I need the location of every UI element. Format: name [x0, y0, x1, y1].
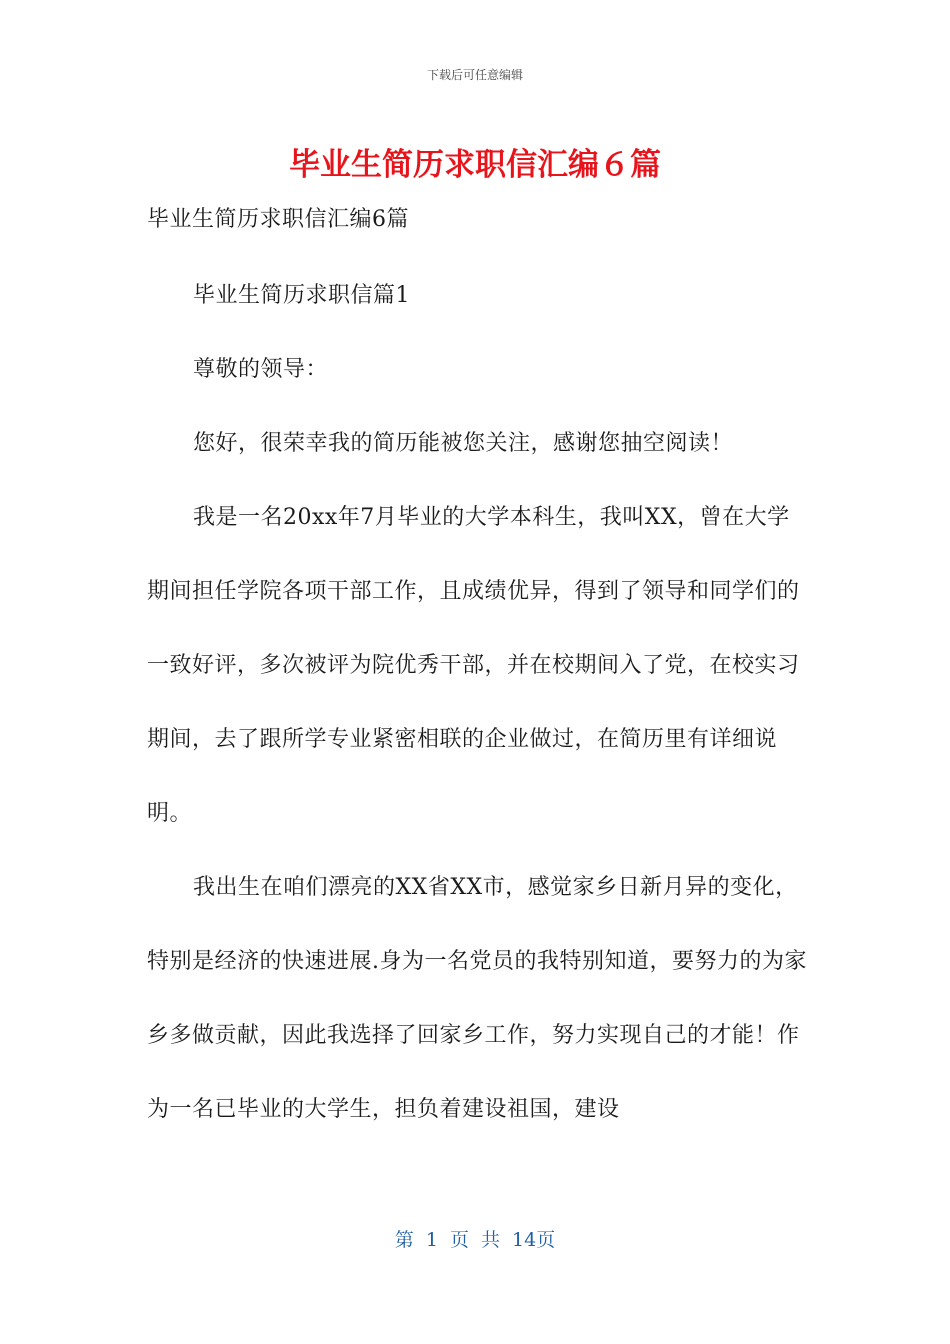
document-body: [147, 259, 807, 1147]
page-number: 第 1 页 共 14页: [394, 1229, 556, 1251]
paragraph-introduction: 我是一名20xx年7月毕业的大学本科生，我叫XX，曾在大学期间担任学院各项干部工作，且成绩优异，得到了领导和同学们的一致好评，多次被评为院优秀干部，并在校期间入了党，在校实习期间，去了跟所学专业紧密相联的企业做过，在简历里有详细说明。: [147, 505, 800, 826]
document-subtitle: 毕业生简历求职信汇编6篇: [147, 207, 409, 232]
section-heading: 毕业生简历求职信篇1: [193, 283, 410, 308]
paragraph-greeting: 您好，很荣幸我的简历能被您关注，感谢您抽空阅读！: [193, 431, 734, 456]
salutation: 尊敬的领导：: [193, 357, 329, 382]
document-title: 毕业生简历求职信汇编６篇: [289, 147, 661, 183]
header-note: 下载后可任意编辑: [426, 68, 523, 82]
paragraph-hometown: 我出生在咱们漂亮的XX省XX市，感觉家乡日新月异的变化，特别是经济的快速进展.身为一名党员的我特别知道，要努力的为家乡多做贡献，因此我选择了回家乡工作，努力实现自己的才能！作为一名已毕业的大学生，担负着建设祖国，建设: [147, 875, 807, 1122]
